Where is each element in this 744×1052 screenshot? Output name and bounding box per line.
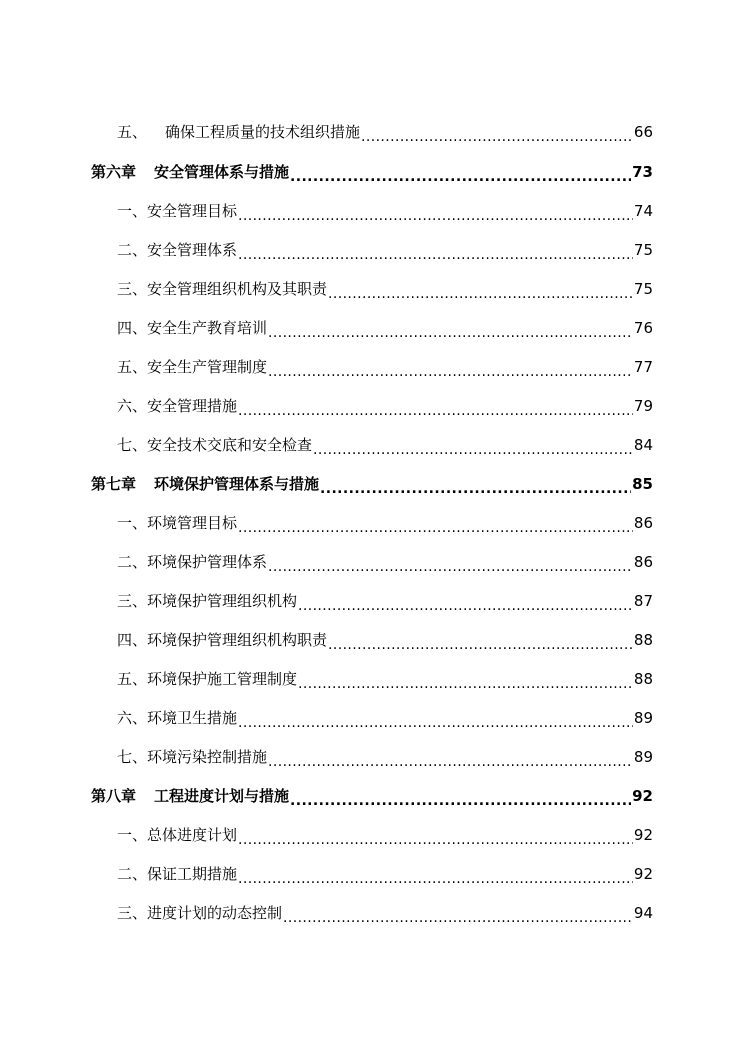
toc-entry-number: 二、: [117, 553, 148, 571]
toc-entry[interactable]: [117, 315, 653, 341]
toc-entry-title: 安全技术交底和安全检查: [147, 436, 313, 454]
toc-dot-leader: [298, 670, 633, 692]
toc-entry-page: 84: [633, 436, 653, 454]
toc-entry-page: 86: [633, 514, 653, 532]
toc-entry[interactable]: [117, 588, 653, 614]
toc-dot-leader: [268, 553, 633, 575]
toc-dot-leader: [290, 163, 631, 185]
toc-entry-page: 92: [632, 787, 653, 805]
toc-entry-number: 二、: [117, 865, 148, 883]
toc-entry-title: 保证工期措施: [147, 865, 238, 883]
toc-entry-number: 六、: [117, 397, 148, 415]
toc-entry-title: 环境保护管理组织机构: [147, 592, 298, 610]
toc-entry-page: 85: [632, 475, 653, 493]
toc-dot-leader: [268, 319, 633, 341]
toc-entry-number: 一、: [117, 202, 148, 220]
toc-entry-page: 77: [633, 358, 653, 376]
toc-entry-title: 环境污染控制措施: [147, 748, 268, 766]
toc-entry-title: 安全管理体系: [147, 241, 238, 259]
toc-entry-title: 总体进度计划: [147, 826, 238, 844]
toc-dot-leader: [238, 397, 633, 419]
toc-entry-number: 三、: [117, 592, 148, 610]
toc-entry-number: 第八章: [91, 787, 137, 805]
toc-entry[interactable]: [117, 393, 653, 419]
toc-entry-title: 安全管理目标: [147, 202, 238, 220]
toc-entry[interactable]: [117, 666, 653, 692]
toc-entry-page: 76: [633, 319, 653, 337]
toc-entry-title: 环境保护施工管理制度: [147, 670, 298, 688]
toc-entry-page: 89: [633, 709, 653, 727]
toc-dot-leader: [320, 475, 631, 497]
toc-chapter-entry[interactable]: [91, 783, 653, 809]
toc-entry-title: 确保工程质量的技术组织措施: [165, 123, 361, 141]
toc-entry-title: 环境保护管理组织机构职责: [147, 631, 328, 649]
toc-entry-title: 环境卫生措施: [147, 709, 238, 727]
toc-dot-leader: [238, 241, 633, 263]
toc-entry-page: 73: [632, 163, 653, 181]
toc-entry-number: 三、: [117, 904, 148, 922]
toc-entry[interactable]: [117, 822, 653, 848]
toc-entry-number: 一、: [117, 514, 148, 532]
toc-entry-number: 一、: [117, 826, 148, 844]
toc-dot-leader: [268, 358, 633, 380]
toc-entry[interactable]: [117, 237, 653, 263]
toc-entry[interactable]: [117, 510, 653, 536]
toc-dot-leader: [238, 202, 633, 224]
toc-entry-number: 五、: [117, 123, 148, 141]
toc-entry[interactable]: [117, 276, 653, 302]
toc-entry-page: 66: [633, 123, 653, 141]
toc-entry[interactable]: [117, 744, 653, 770]
toc-entry-title: 安全管理组织机构及其职责: [147, 280, 328, 298]
toc-entry[interactable]: [117, 119, 653, 145]
toc-entry-number: 四、: [117, 631, 148, 649]
toc-entry-title: 进度计划的动态控制: [147, 904, 283, 922]
toc-entry[interactable]: [117, 627, 653, 653]
toc-dot-leader: [290, 787, 631, 809]
toc-entry-page: 92: [633, 865, 653, 883]
toc-dot-leader: [328, 280, 633, 302]
toc-entry[interactable]: [117, 549, 653, 575]
toc-entry-page: 88: [633, 631, 653, 649]
toc-dot-leader: [298, 592, 633, 614]
toc-entry-number: 第七章: [91, 475, 137, 493]
toc-entry-title: 安全生产教育培训: [147, 319, 268, 337]
toc-entry-title: 安全管理措施: [147, 397, 238, 415]
toc-entry-page: 89: [633, 748, 653, 766]
toc-entry[interactable]: [117, 705, 653, 731]
toc-entry-title: 安全管理体系与措施: [154, 163, 290, 181]
toc-entry[interactable]: [117, 900, 653, 926]
toc-dot-leader: [238, 865, 633, 887]
toc-entry-page: 88: [633, 670, 653, 688]
toc-entry-page: 74: [633, 202, 653, 220]
toc-dot-leader: [238, 514, 633, 536]
toc-dot-leader: [328, 631, 633, 653]
toc-entry[interactable]: [117, 432, 653, 458]
toc-entry[interactable]: [117, 198, 653, 224]
toc-entry[interactable]: [117, 354, 653, 380]
toc-dot-leader: [283, 904, 633, 926]
toc-entry-title: 环境保护管理体系: [147, 553, 268, 571]
toc-dot-leader: [238, 709, 633, 731]
toc-entry-number: 五、: [117, 670, 148, 688]
toc-entry-title: 环境保护管理体系与措施: [154, 475, 320, 493]
toc-entry-title: 安全生产管理制度: [147, 358, 268, 376]
toc-entry-number: 二、: [117, 241, 148, 259]
toc-entry-number: 五、: [117, 358, 148, 376]
toc-entry-page: 94: [633, 904, 653, 922]
toc-dot-leader: [268, 748, 633, 770]
toc-entry-page: 92: [633, 826, 653, 844]
toc-chapter-entry[interactable]: [91, 159, 653, 185]
toc-entry-page: 79: [633, 397, 653, 415]
toc-entry-number: 第六章: [91, 163, 137, 181]
toc-entry-page: 86: [633, 553, 653, 571]
toc-entry[interactable]: [117, 861, 653, 887]
toc-entry-number: 四、: [117, 319, 148, 337]
toc-entry-number: 三、: [117, 280, 148, 298]
toc-entry-number: 七、: [117, 436, 148, 454]
toc-entry-page: 75: [633, 280, 653, 298]
toc-entry-page: 87: [633, 592, 653, 610]
toc-entry-page: 75: [633, 241, 653, 259]
toc-dot-leader: [238, 826, 633, 848]
toc-entry-number: 七、: [117, 748, 148, 766]
toc-dot-leader: [313, 436, 633, 458]
toc-entry-title: 工程进度计划与措施: [154, 787, 290, 805]
toc-entry-number: 六、: [117, 709, 148, 727]
toc-entry-title: 环境管理目标: [147, 514, 238, 532]
toc-chapter-entry[interactable]: [91, 471, 653, 497]
toc-dot-leader: [361, 123, 633, 145]
